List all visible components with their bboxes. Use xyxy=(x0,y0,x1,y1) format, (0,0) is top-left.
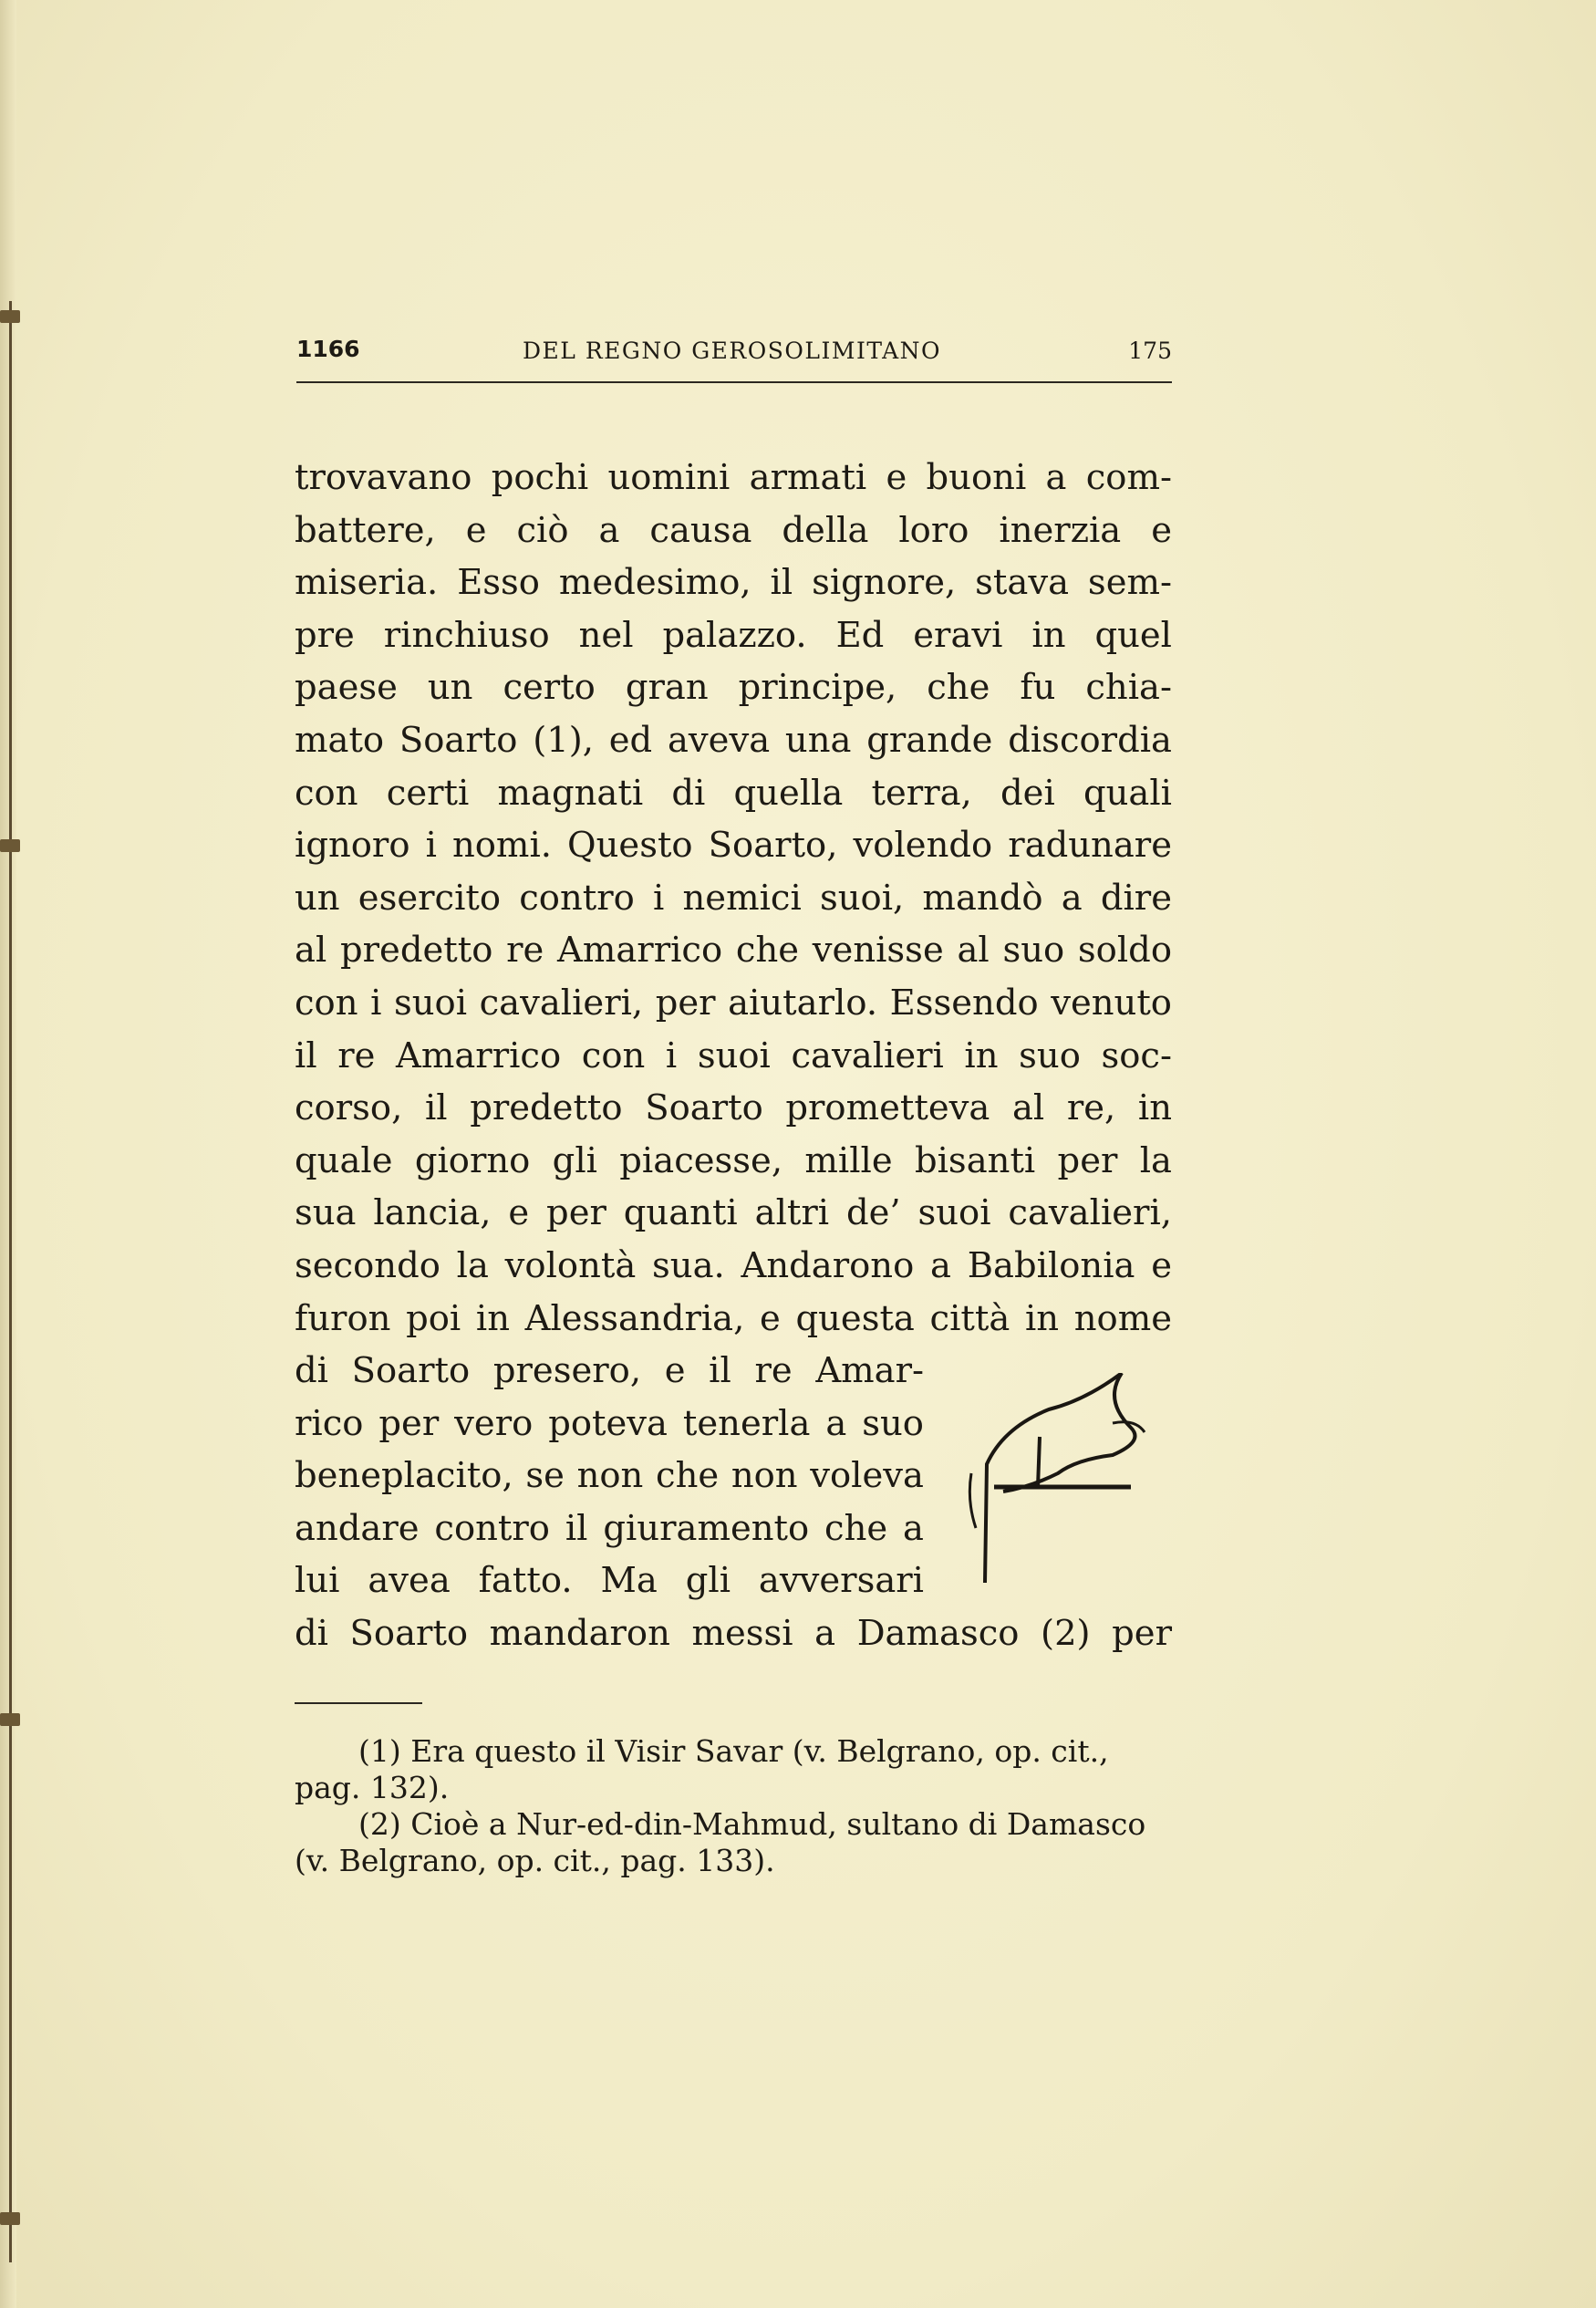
body-line: pre rinchiuso nel palazzo. Ed eravi in quel xyxy=(295,614,1172,656)
footnote-2-line-1: (2) Cioè a Nur-ed-din-Mahmud, sultano di Damasco xyxy=(358,1806,1146,1842)
footnote-rule xyxy=(295,1702,422,1704)
body-line: lui avea fatto. Ma gli avversari xyxy=(295,1560,924,1602)
binding-thread xyxy=(0,839,20,852)
body-line: corso, il predetto Soarto prometteva al re, in xyxy=(295,1087,1172,1129)
body-line: rico per vero poteva tenerla a suo xyxy=(295,1402,924,1444)
running-head xyxy=(296,334,1172,370)
body-line: furon poi in Alessandria, e questa città in nome xyxy=(295,1297,1172,1339)
body-line: trovavano pochi uomini armati e buoni a com- xyxy=(295,457,1172,498)
manicule-icon xyxy=(967,1373,1149,1583)
body-line: secondo la volontà sua. Andarono a Babilonia e xyxy=(295,1244,1172,1286)
footnote-2-line-2: (v. Belgrano, op. cit., pag. 133). xyxy=(295,1843,775,1878)
body-line: al predetto re Amarrico che venisse al suo soldo xyxy=(295,930,1172,972)
body-line: andare contro il giuramento che a xyxy=(295,1507,924,1549)
body-line: mato Soarto (1), ed aveva una grande discordia xyxy=(295,719,1172,761)
running-head-title: DEL REGNO GEROSOLIMITANO xyxy=(523,338,942,364)
footnote-1-line-1: (1) Era questo il Visir Savar (v. Belgrano, op. cit., xyxy=(358,1733,1109,1769)
body-line: beneplacito, se non che non voleva xyxy=(295,1455,924,1497)
footnotes xyxy=(295,1733,1172,1879)
binding-thread xyxy=(0,1713,20,1726)
body-line: di Soarto mandaron messi a Damasco (2) per xyxy=(295,1613,1172,1655)
body-line: quale giorno gli piacesse, mille bisanti per la xyxy=(295,1139,1172,1181)
body-line: di Soarto presero, e il re Amar- xyxy=(295,1350,924,1392)
page-number: 175 xyxy=(1128,338,1172,364)
body-line: un esercito contro i nemici suoi, mandò a dire xyxy=(295,877,1172,919)
body-line: paese un certo gran principe, che fu chia- xyxy=(295,667,1172,709)
body-line: ignoro i nomi. Questo Soarto, volendo radunare xyxy=(295,825,1172,867)
body-line: battere, e ciò a causa della loro inerzia e xyxy=(295,509,1172,551)
body-line: con certi magnati di quella terra, dei quali xyxy=(295,772,1172,814)
binding-thread xyxy=(0,310,20,323)
binding-stitch-line xyxy=(9,301,12,2262)
body-line: miseria. Esso medesimo, il signore, stava sem- xyxy=(295,562,1172,604)
binding-thread xyxy=(0,2212,20,2225)
body-line: il re Amarrico con i suoi cavalieri in suo soc- xyxy=(295,1034,1172,1076)
body-line: con i suoi cavalieri, per aiutarlo. Essendo venuto xyxy=(295,982,1172,1024)
binding-edge xyxy=(0,0,16,2308)
header-rule xyxy=(296,381,1172,383)
running-head-year: 1166 xyxy=(296,336,360,362)
body-line: sua lancia, e per quanti altri de’ suoi cavalieri, xyxy=(295,1192,1172,1234)
footnote-1-line-2: pag. 132). xyxy=(295,1770,450,1805)
